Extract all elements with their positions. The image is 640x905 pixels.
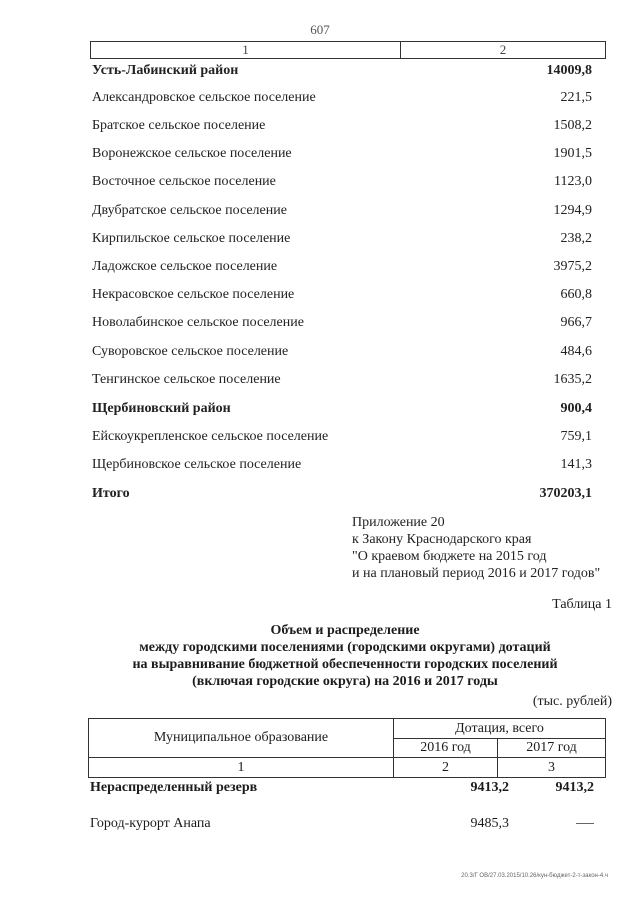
appendix-reference [352, 514, 600, 582]
row-name: Ладожское сельское поселение [92, 259, 278, 274]
units-label: (тыс. рублей) [532, 694, 612, 709]
table-row [92, 429, 604, 445]
header-num-3: 3 [548, 759, 555, 775]
appendix-line: к Закону Краснодарского края [352, 532, 532, 547]
row-value-2017: 9413,2 [555, 780, 594, 795]
table-row [92, 63, 604, 79]
row-name: Новолабинское сельское поселение [92, 315, 304, 330]
table-row [92, 287, 604, 303]
dash-mark [576, 823, 594, 824]
row-name: Двубратское сельское поселение [92, 203, 287, 218]
appendix-line: "О краевом бюджете на 2015 год [352, 549, 547, 564]
header-year-2017: 2017 год [498, 739, 605, 758]
table-row-total [92, 486, 604, 502]
header-num-1: 1 [89, 758, 394, 777]
row-value: 3975,2 [553, 259, 592, 274]
row-value: 370203,1 [539, 486, 592, 501]
row-name: Щербиновский район [92, 401, 231, 416]
row-value: 1294,9 [553, 203, 592, 218]
table-row [92, 372, 604, 388]
title-line: Объем и распределение [270, 623, 420, 638]
row-value-2016: 9485,3 [470, 816, 509, 831]
row-name: Александровское сельское поселение [92, 90, 316, 105]
document-title [60, 622, 630, 690]
table-row [92, 344, 604, 360]
row-name: Щербиновское сельское поселение [92, 457, 302, 472]
table1-header-col2: 2 [499, 42, 507, 57]
title-line: (включая городские округа) на 2016 и 2017 годы [192, 674, 498, 689]
header-num-2: 2 [394, 758, 498, 777]
row-value: 660,8 [560, 287, 592, 302]
row-value: 14009,8 [546, 63, 592, 78]
page-number: 607 [310, 22, 330, 37]
table-row [92, 118, 604, 134]
table-row [90, 780, 604, 796]
row-value-2016: 9413,2 [470, 780, 509, 795]
table1-header [90, 41, 606, 59]
row-value: 966,7 [560, 315, 592, 330]
table-row [92, 231, 604, 247]
row-value: 1901,5 [553, 146, 592, 161]
row-name: Тенгинское сельское поселение [92, 372, 281, 387]
header-municipality: Муниципальное образование [89, 719, 394, 758]
appendix-line: Приложение 20 [352, 515, 445, 530]
table-label: Таблица 1 [552, 597, 612, 612]
row-value: 900,4 [560, 401, 592, 416]
title-line: между городскими поселениями (городскими округами) дотаций [139, 640, 551, 655]
row-name: Суворовское сельское поселение [92, 344, 289, 359]
table-row [90, 816, 604, 832]
table-row [92, 203, 604, 219]
header-year-2016: 2016 год [394, 739, 498, 758]
row-name: Воронежское сельское поселение [92, 146, 292, 161]
row-value: 238,2 [560, 231, 592, 246]
row-name: Усть-Лабинский район [92, 63, 239, 78]
table-row [92, 259, 604, 275]
row-value-2017 [509, 816, 604, 832]
row-name: Город-курорт Анапа [90, 816, 211, 831]
row-value: 1635,2 [553, 372, 592, 387]
row-name: Нераспределенный резерв [90, 780, 258, 795]
row-value: 759,1 [560, 429, 592, 444]
table-row [92, 457, 604, 473]
row-value: 1123,0 [554, 174, 592, 189]
table-row [92, 174, 604, 190]
table-row [92, 146, 604, 162]
footer-code: 20.3/Г ОВ/27.03.2015/10.26/кун-бюджет-2-т-закон-4.ч [461, 873, 608, 879]
row-value: 221,5 [560, 90, 592, 105]
table1-header-col1: 1 [91, 42, 401, 58]
row-name: Кирпильское сельское поселение [92, 231, 291, 246]
row-name: Итого [92, 486, 130, 501]
row-name: Ейскоукрепленское сельское поселение [92, 429, 329, 444]
title-line: на выравнивание бюджетной обеспеченности городских поселений [132, 657, 558, 672]
row-name: Некрасовское сельское поселение [92, 287, 295, 302]
header-subsidy-total: Дотация, всего [394, 719, 605, 739]
appendix-line: и на плановый период 2016 и 2017 годов" [352, 566, 601, 581]
row-value: 1508,2 [553, 118, 592, 133]
row-name: Восточное сельское поселение [92, 174, 276, 189]
table-row [92, 401, 604, 417]
row-value: 141,3 [560, 457, 592, 472]
row-name: Братское сельское поселение [92, 118, 266, 133]
table-row [92, 90, 604, 106]
table2-header [88, 718, 606, 778]
row-value: 484,6 [560, 344, 592, 359]
table-row [92, 315, 604, 331]
